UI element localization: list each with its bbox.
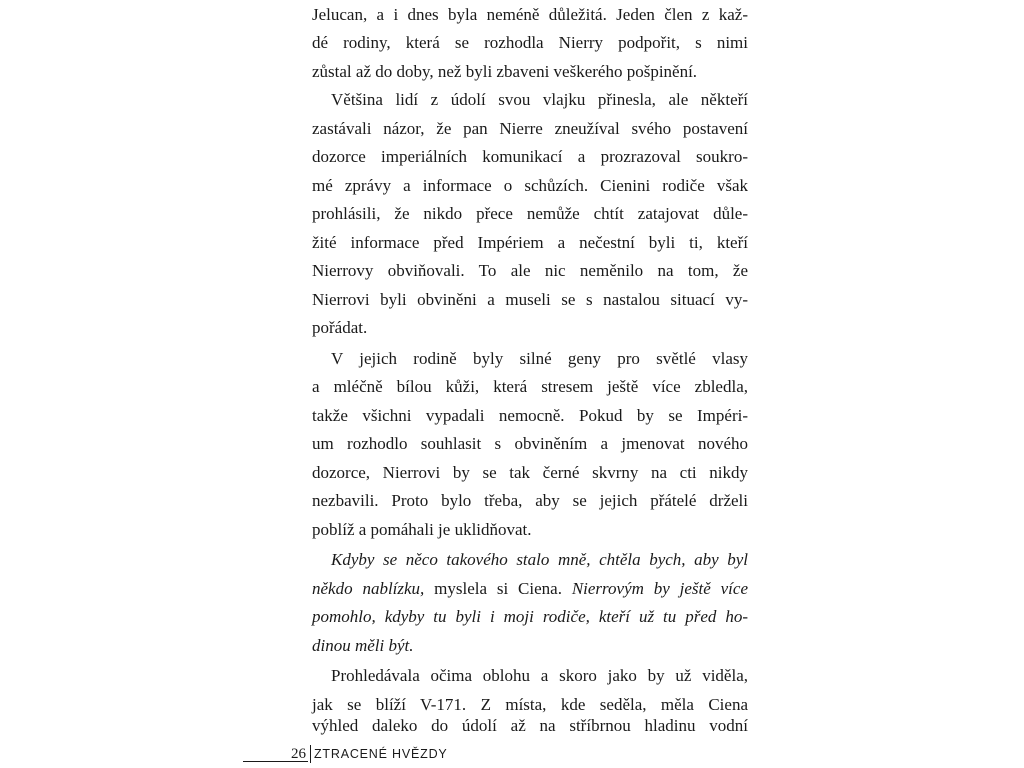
text-line: jak se blíží V-171. Z místa, kde seděla, měla Ciena — [312, 695, 748, 714]
footer-divider — [310, 745, 311, 763]
text-line: zastávali názor, že pan Nierre zneužíval svého postavení — [312, 119, 748, 138]
text-line: Jelucan, a i dnes byla neméně důležitá. Jeden člen z kaž- — [312, 5, 748, 24]
text-line: dé rodiny, která se rozhodla Nierry podpořit, s nimi — [312, 33, 748, 52]
text-line: poblíž a pomáhali je uklidňovat. — [312, 520, 532, 539]
italic-thought: pomohlo, kdyby tu byli i moji rodiče, kteří už tu před ho- — [312, 607, 748, 626]
paragraph-start-italic — [331, 546, 748, 574]
text-line: výhled daleko do údolí až na stříbrnou hladinu vodní — [312, 716, 748, 735]
text-line: um rozhodlo souhlasit s obviněním a jmenovat nového — [312, 434, 748, 453]
text-line — [312, 632, 414, 660]
italic-thought: dinou měli být. — [312, 636, 414, 655]
text-line — [312, 603, 748, 631]
page-footer — [243, 743, 503, 767]
paragraph-start: V jejich rodině byly silné geny pro světlé vlasy — [331, 349, 748, 368]
narration: myslela si Ciena. — [424, 579, 572, 598]
text-line: Nierrovi byli obviněni a museli se s nastalou situací vy- — [312, 290, 748, 309]
text-line: a mléčně bílou kůži, která stresem ještě více zbledla, — [312, 377, 748, 396]
text-line: nezbavili. Proto bylo třeba, aby se jejich přátelé drželi — [312, 491, 748, 510]
italic-thought: Kdyby se něco takového stalo mně, chtěla bych, aby byl — [331, 550, 748, 569]
italic-thought: Nierrovým by ještě více — [571, 579, 748, 598]
text-line: Nierrovy obviňovali. To ale nic neměnilo na tom, že — [312, 261, 748, 280]
text-line-mixed — [312, 575, 748, 603]
page-number: 26 — [291, 746, 306, 762]
text-line: prohlásili, že nikdo přece nemůže chtít zatajovat důle- — [312, 204, 748, 223]
text-line: dozorce, Nierrovi by se tak černé skvrny na cti nikdy — [312, 463, 748, 482]
text-line: pořádat. — [312, 318, 368, 337]
text-line: mé zprávy a informace o schůzích. Cienini rodiče však — [312, 176, 748, 195]
italic-thought: někdo nablízku, — [312, 579, 425, 598]
book-title: ZTRACENÉ HVĚZDY — [314, 747, 448, 761]
paragraph-start: Prohledávala očima oblohu a skoro jako by už viděla, — [331, 666, 748, 685]
text-line: dozorce imperiálních komunikací a prozrazoval soukro- — [312, 147, 748, 166]
paragraph-start: Většina lidí z údolí svou vlajku přinesla, ale někteří — [331, 90, 748, 109]
text-line: takže všichni vypadali nemocně. Pokud by se Impéri- — [312, 406, 748, 425]
text-line: žité informace před Impériem a nečestní byli ti, kteří — [312, 233, 748, 252]
text-line: zůstal až do doby, než byli zbaveni veškerého pošpinění. — [312, 62, 698, 81]
